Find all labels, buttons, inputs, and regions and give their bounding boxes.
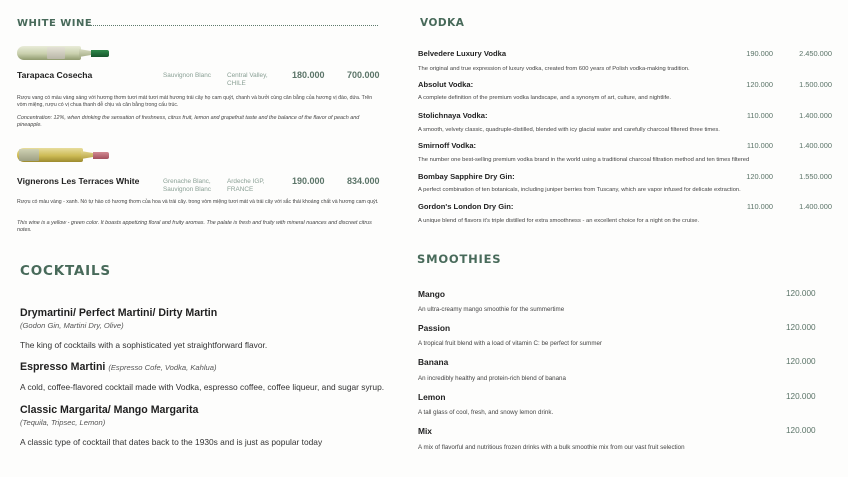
vodka-name: Stolichnaya Vodka: (418, 111, 488, 120)
vodka-description: A complete definition of the premium vodka landscape, and a synonym of art, culture, and nightlife. (418, 95, 671, 101)
smoothie-name: Mix (418, 426, 432, 436)
vodka-description: A unique blend of flavors it's triple distilled for extra smoothness - an excellent choice for a night on the cruise. (418, 218, 700, 224)
price-bottle: 1.550.000 (799, 172, 832, 181)
smoothie-description: A tall glass of cool, fresh, and snowy lemon drink. (418, 409, 554, 416)
wine-region-line: Central Valley, (227, 72, 268, 79)
price-glass: 110.000 (746, 141, 773, 150)
wine-bottle-icon (17, 148, 109, 162)
wine-description-vn: Rượu vang có màu vàng sáng với hương thơm tươi mát tươi mát hương trái cây họ cam quýt, chanh và bưởi cùng cân bằng của hương vị đào, dứa. Trên vòm miệng, rượu có vị chua thanh dễ chịu và cân bằng trong cấu trúc. (17, 95, 373, 109)
smoothie-description: An ultra-creamy mango smoothie for the summertime (418, 306, 565, 313)
smoothie-name: Banana (418, 357, 449, 367)
smoothie-price: 120.000 (786, 426, 816, 435)
wine-name: Tarapaca Cosecha (17, 70, 93, 80)
cocktail-name: Classic Margarita/ Mango Margarita (20, 404, 199, 416)
cocktail-name-text: Espresso Martini (20, 361, 106, 373)
price-glass: 190.000 (292, 176, 325, 186)
smoothie-name: Lemon (418, 392, 446, 402)
wine-country: FRANCE (227, 186, 254, 193)
cocktail-ingredients: (Espresso Cofe, Vodka, Kahlua) (108, 363, 217, 372)
wine-region-line: Ardeche IGP, (227, 178, 265, 185)
smoothie-price: 120.000 (786, 392, 816, 401)
price-bottle: 1.400.000 (799, 202, 832, 211)
wine-grape (163, 178, 211, 194)
section-title-vodka: VODKA (420, 17, 465, 29)
price-glass: 110.000 (746, 202, 773, 211)
wine-description-vn: Rượu có màu vàng - xanh. Nó tự hào có hương thơm của hoa và trái cây. trong vòm miệng tươi mát và trái cây với sắc thái khoáng chất và hương cam quýt. (17, 199, 379, 205)
wine-region (227, 72, 268, 88)
cocktail-description: A cold, coffee-flavored cocktail made with Vodka, espresso coffee, coffee liqueur, and sugar syrup. (20, 382, 385, 392)
smoothie-name: Passion (418, 323, 451, 333)
cocktail-ingredients: (Tequila, Tripsec, Lemon) (20, 418, 106, 427)
section-title-smoothies: SMOOTHIES (417, 252, 502, 266)
vodka-description: A smooth, velvety classic, quadruple-distilled, blended with icy glacial water and carefully charcoal filtered three times. (418, 127, 720, 133)
wine-description-en: This wine is a yellow - green color. It boasts appetizing floral and fruity aromas. The palate is fresh and fruity with mineral nuances and discreet citrus notes. (17, 220, 372, 234)
cocktail-description: A classic type of cocktail that dates back to the 1930s and is just as popular today (20, 437, 323, 447)
vodka-description: The number one best-selling premium vodka brand in the world using a traditional charcoal filtration method and ten times filtered (418, 157, 750, 163)
price-glass: 190.000 (746, 49, 773, 58)
smoothie-name: Mango (418, 289, 445, 299)
wine-grape-line: Grenache Blanc, (163, 178, 211, 185)
vodka-name: Smirnoff Vodka: (418, 141, 477, 150)
smoothie-description: An incredibly healthy and protein-rich blend of banana (418, 375, 566, 382)
price-glass: 180.000 (292, 70, 325, 80)
vodka-description: A perfect combination of ten botanicals, including juniper berries from Tuscany, which are vapor infused for delicate extraction. (418, 187, 741, 193)
price-bottle: 2.450.000 (799, 49, 832, 58)
wine-bottle-icon (17, 46, 109, 60)
price-bottle: 834.000 (347, 176, 380, 186)
cocktail-ingredients: (Godon Gin, Martini Dry, Olive) (20, 321, 124, 330)
smoothie-price: 120.000 (786, 357, 816, 366)
price-bottle: 1.400.000 (799, 111, 832, 120)
cocktail-name (20, 361, 217, 373)
smoothie-price: 120.000 (786, 323, 816, 332)
wine-country: CHILE (227, 80, 246, 87)
smoothie-description: A tropical fruit blend with a load of vitamin C: be perfect for summer (418, 340, 602, 347)
wine-grape: Sauvignon Blanc (163, 72, 211, 79)
section-title-cocktails: COCKTAILS (20, 263, 111, 279)
price-glass: 120.000 (746, 80, 773, 89)
dotted-leader-divider (90, 25, 378, 26)
wine-grape-line: Sauvignon Blanc (163, 186, 211, 193)
wine-name: Vignerons Les Terraces White (17, 176, 140, 186)
cocktail-name: Drymartini/ Perfect Martini/ Dirty Martin (20, 307, 218, 319)
wine-region (227, 178, 265, 194)
cocktail-description: The king of cocktails with a sophisticated yet straightforward flavor. (20, 340, 268, 350)
price-bottle: 1.400.000 (799, 141, 832, 150)
vodka-name: Absolut Vodka: (418, 80, 474, 89)
smoothie-price: 120.000 (786, 289, 816, 298)
price-bottle: 1.500.000 (799, 80, 832, 89)
price-glass: 110.000 (746, 111, 773, 120)
vodka-name: Belvedere Luxury Vodka (418, 49, 507, 58)
wine-description-en: Concentration: 12%, when drinking the sensation of freshness, citrus fruit, lemon and grapefruit taste and the balance of the flavor of peach and pineapple. (17, 115, 360, 129)
price-bottle: 700.000 (347, 70, 380, 80)
vodka-name: Gordon's London Dry Gin: (418, 202, 514, 211)
price-glass: 120.000 (746, 172, 773, 181)
smoothie-description: A mix of flavorful and nutritious frozen drinks with a bulk smoothie mix from our vast fruit selection (418, 444, 685, 451)
vodka-description: The original and true expression of luxury vodka, created from 600 years of Polish vodka-making tradition. (418, 66, 690, 72)
vodka-name: Bombay Sapphire Dry Gin: (418, 172, 515, 181)
section-title-white-wine: WHITE WINE (17, 18, 93, 29)
